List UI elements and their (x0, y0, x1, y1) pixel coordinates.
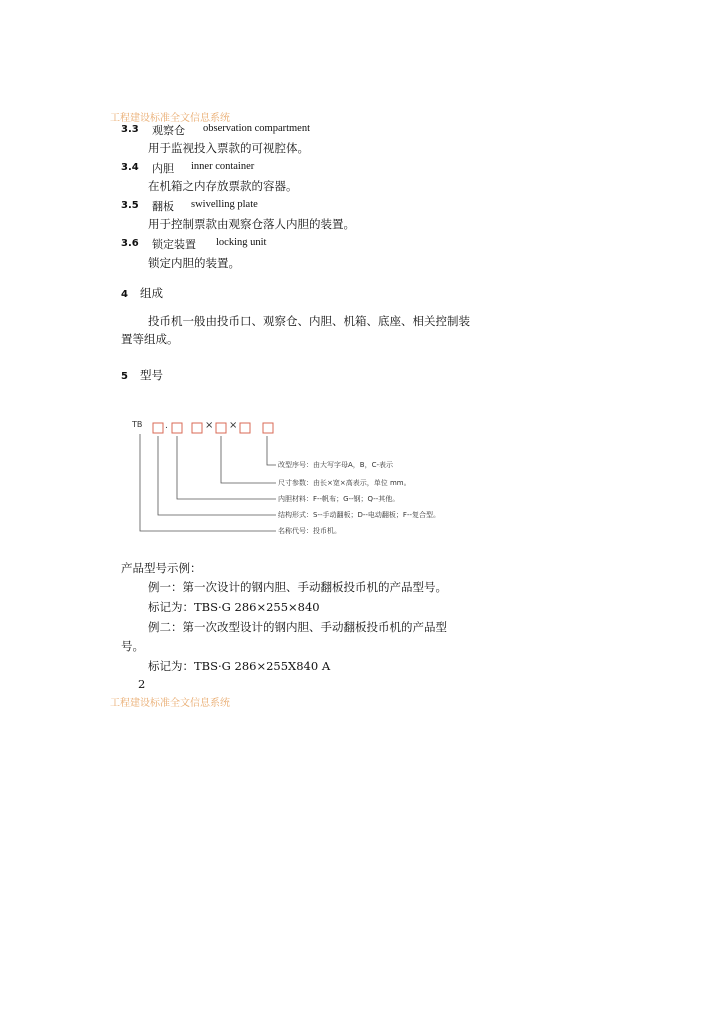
term-english: observation compartment (203, 123, 311, 134)
section-number: 5 (121, 371, 128, 382)
term-definition: 在机箱之内存放票款的容器。 (148, 179, 298, 193)
term-english: swivelling plate (191, 199, 258, 210)
section-4-line-1: 投币机一般由投币口、观察仓、内胆、机箱、底座、相关控制装 (148, 314, 470, 328)
term-chinese: 观察仓 (152, 124, 185, 137)
model-code-diagram (120, 410, 500, 545)
example-2-line-1: 例二：第一次改型设计的钢内胆、手动翻板投币机的产品型 (148, 620, 447, 634)
term-english: locking unit (216, 237, 267, 248)
code-box-size-1 (192, 423, 202, 433)
section-4-line-2: 置等组成。 (121, 332, 179, 346)
code-prefix: TB (132, 420, 143, 429)
watermark-bottom: 工程建设标准全文信息系统 (110, 698, 230, 709)
term-chinese: 内胆 (152, 162, 174, 175)
term-chinese: 锁定装置 (152, 238, 196, 251)
leader-line-material (177, 436, 276, 499)
examples-heading: 产品型号示例： (121, 561, 202, 575)
term-definition: 锁定内胆的装置。 (148, 256, 240, 270)
code-box-revision (263, 423, 273, 433)
leader-line-structure (158, 436, 276, 515)
code-dot: . (165, 421, 168, 431)
section-5-heading (121, 367, 163, 383)
label-revision: 改型序号：由大写字母A，B，C-表示 (278, 461, 394, 469)
code-box-size-2 (216, 423, 226, 433)
section-4-heading (121, 285, 163, 301)
label-size: 尺寸参数：由长×宽×高表示，单位 mm。 (278, 479, 411, 487)
term-english: inner container (191, 161, 255, 172)
leader-line-name (140, 434, 276, 531)
code-box-material (172, 423, 182, 433)
page-number: 2 (138, 677, 146, 691)
term-number: 3.6 (121, 238, 139, 249)
example-2-mark: 标记为：TBS·G 286×255X840 A (148, 659, 331, 673)
term-number: 3.4 (121, 162, 139, 173)
example-1-mark: 标记为：TBS·G 286×255×840 (148, 600, 320, 614)
leader-line-revision (267, 436, 276, 465)
code-times-2: × (229, 420, 238, 431)
term-definition: 用于控制票款由观察仓落人内胆的装置。 (148, 217, 355, 231)
label-material: 内胆材料：F--帆布；G--钢；Q--其他。 (278, 495, 400, 503)
section-title: 型号 (139, 368, 163, 382)
section-number: 4 (121, 289, 128, 300)
example-2-line-2: 号。 (121, 639, 144, 653)
label-structure: 结构形式：S--手动翻板；D--电动翻板；F--复合型。 (278, 511, 441, 519)
example-1: 例一：第一次设计的钢内胆、手动翻板投币机的产品型号。 (148, 580, 447, 594)
term-definition: 用于监视投入票款的可视腔体。 (148, 141, 309, 155)
code-times-1: × (205, 420, 214, 431)
term-chinese: 翻板 (152, 200, 174, 213)
watermark-top: 工程建设标准全文信息系统 (110, 113, 230, 124)
label-name: 名称代号：投币机。 (278, 527, 341, 535)
leader-line-size (221, 436, 276, 483)
term-number: 3.3 (121, 124, 139, 135)
code-box-structure (153, 423, 163, 433)
code-box-size-3 (240, 423, 250, 433)
term-number: 3.5 (121, 200, 139, 211)
section-title: 组成 (139, 286, 163, 300)
